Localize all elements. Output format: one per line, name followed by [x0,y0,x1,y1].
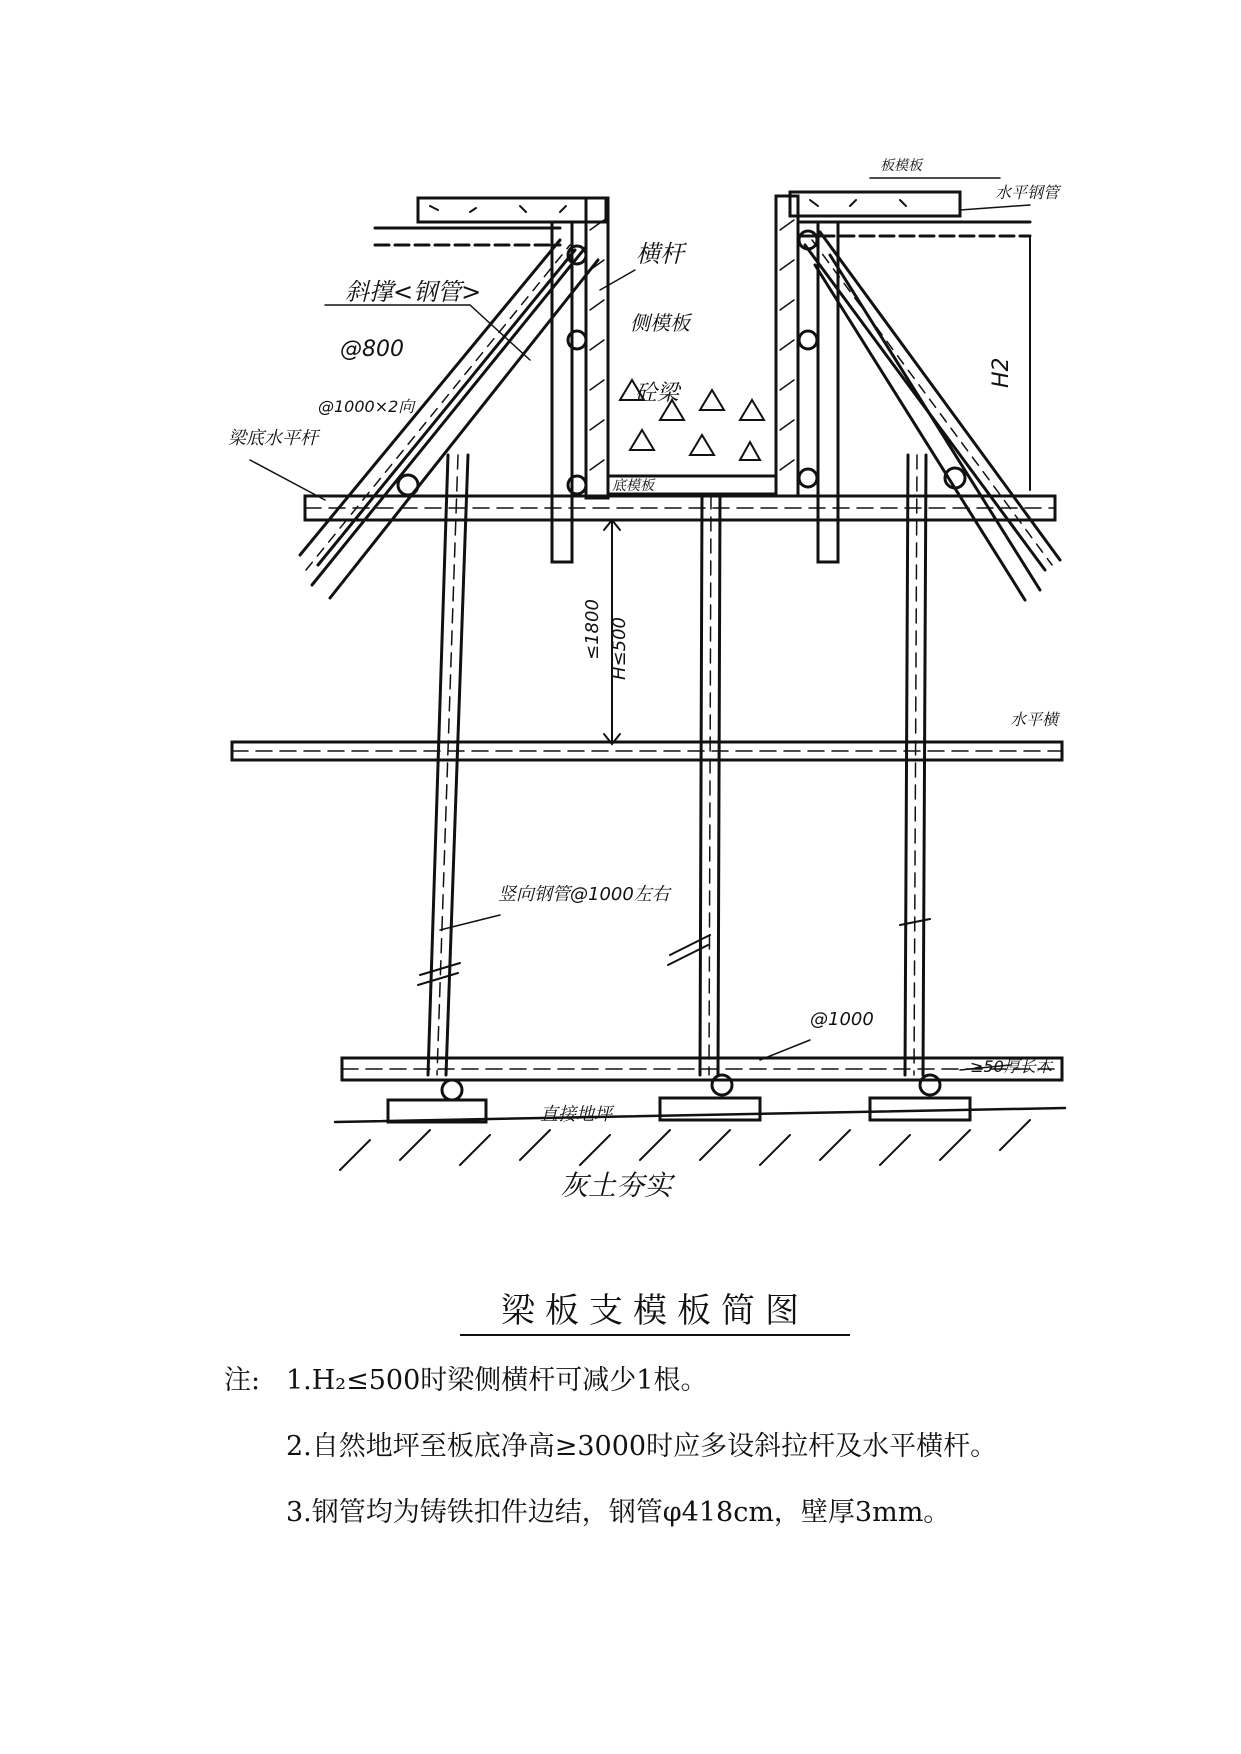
diagram-caption: 梁板支模板简图 [460,1283,850,1336]
ground-line [335,1108,1065,1170]
label-beam-bottom-bar: 梁底水平杆 [228,428,318,449]
label-bottom-spacing: @1000 [810,1009,874,1030]
note-1 [224,1348,997,1414]
label-vertical-pipe: 竖向钢管@1000左右 [498,884,670,905]
note-2 [224,1414,997,1480]
right-side-clamp-3 [799,469,817,487]
label-diagonal-brace: 斜撑<钢管> [345,278,482,306]
notes-prefix: 注: [224,1365,261,1396]
label-ground-ramming: 直接地坪 [540,1104,612,1125]
label-concrete-beam: 砼梁 [635,381,680,406]
label-slab-form: 板模板 [880,158,922,174]
label-sleeper: ≥50厚长木 [970,1057,1052,1076]
label-h-limit: H≤500 [609,617,630,680]
label-horizontal-bar-right: 水平横 [1010,710,1059,729]
concrete-beam [608,380,776,494]
vertical-pipes [418,455,930,1075]
notes-block [224,1348,997,1546]
label-horizontal-pipe: 水平钢管 [995,183,1060,202]
label-bottom-form: 底模板 [612,478,654,494]
label-lime-soil: 灰土夯实 [560,1169,673,1202]
note-2-text: 2.自然地坪至板底净高≥3000时应多设斜拉杆及水平横杆。 [286,1431,998,1462]
label-diagonal-spacing: @800 [340,337,404,362]
label-side-form: 侧模板 [630,311,690,335]
label-h2: H2 [989,357,1014,388]
note-1-text: 1.H₂≤500时梁侧横杆可减少1根。 [286,1365,708,1396]
right-side-clamp-2 [799,331,817,349]
label-cross-bar: 横杆 [636,240,684,268]
label-clear-height: ≤1800 [582,599,603,660]
right-diagonal-braces [805,232,1060,600]
middle-horizontal-bar [232,742,1062,760]
right-beam-side-form [776,196,838,562]
bottom-sweeping-bar [342,1058,1062,1100]
note-3-text: 3.钢管均为铸铁扣件边结，钢管φ418cm，壁厚3mm。 [286,1497,951,1528]
label-spacing-note: @1000×2向 [318,397,415,416]
right-slab-formwork [790,192,1030,490]
right-side-clamp-1 [799,231,817,249]
note-3 [224,1480,997,1546]
